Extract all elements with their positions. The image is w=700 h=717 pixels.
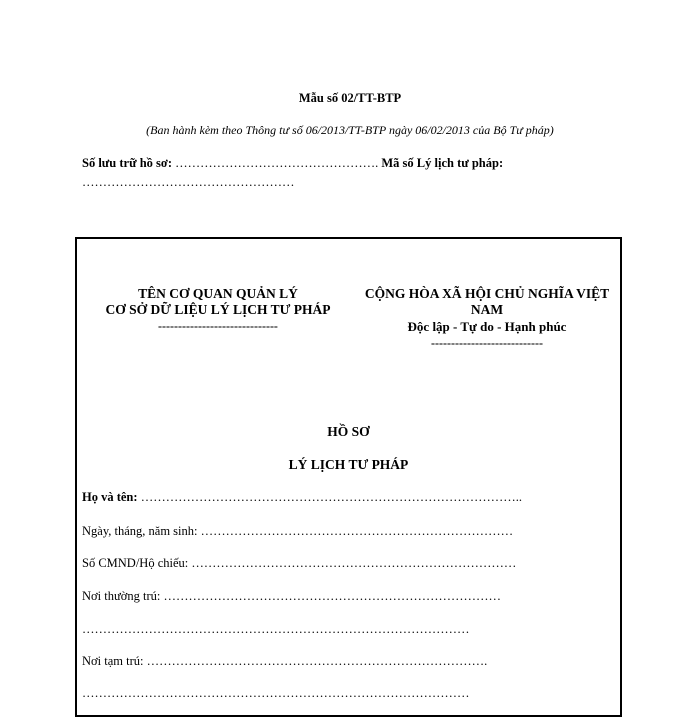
code-dots: ……………………………………………	[82, 175, 295, 189]
dob-label: Ngày, tháng, năm sinh:	[82, 524, 198, 538]
document-title: HỒ SƠ	[327, 424, 370, 439]
archive-label: Số lưu trữ hồ sơ:	[82, 156, 172, 170]
permanent-dots-line2: …………………………………………………………………………………	[82, 622, 470, 636]
agency-line1: TÊN CƠ QUAN QUẢN LÝ	[138, 286, 298, 301]
dob-dots: …………………………………………………………………	[200, 524, 514, 538]
field-permanent	[82, 589, 501, 604]
motto-separator: ----------------------------	[431, 336, 543, 350]
field-id	[82, 556, 516, 571]
agency-separator: ------------------------------	[158, 319, 278, 333]
agency-line2: CƠ SỞ DỮ LIỆU LÝ LỊCH TƯ PHÁP	[105, 302, 331, 317]
name-dots: ………………………………………………………………………………..	[140, 490, 522, 504]
permanent-dots: ………………………………………………………………………	[163, 589, 501, 603]
republic-title: CỘNG HÒA XÃ HỘI CHỦ NGHĨA VIỆT NAM	[364, 286, 610, 317]
field-dob	[82, 524, 513, 539]
issued-note: (Ban hành kèm theo Thông tư số 06/2013/TT-BTP ngày 06/02/2013 của Bộ Tư pháp)	[146, 123, 554, 137]
id-label: Số CMND/Hộ chiếu:	[82, 556, 189, 570]
motto: Độc lập - Tự do - Hạnh phúc	[407, 319, 567, 334]
archive-line	[82, 156, 503, 171]
code-label: Mã số Lý lịch tư pháp:	[381, 156, 504, 170]
id-dots: ……………………………………………………………………	[191, 556, 517, 570]
field-temporary	[82, 654, 487, 669]
field-name	[82, 490, 522, 505]
archive-dots: ………………………………………….	[175, 156, 379, 170]
name-label: Họ và tên:	[82, 490, 138, 504]
temporary-label: Nơi tạm trú:	[82, 654, 144, 668]
form-code: Mẫu số 02/TT-BTP	[298, 91, 402, 105]
temporary-dots: ……………………………………………………………………….	[146, 654, 488, 668]
temporary-dots-line2: …………………………………………………………………………………	[82, 686, 470, 700]
permanent-label: Nơi thường trú:	[82, 589, 161, 603]
document-subtitle: LÝ LỊCH TƯ PHÁP	[288, 457, 409, 472]
agency-block	[95, 286, 341, 318]
